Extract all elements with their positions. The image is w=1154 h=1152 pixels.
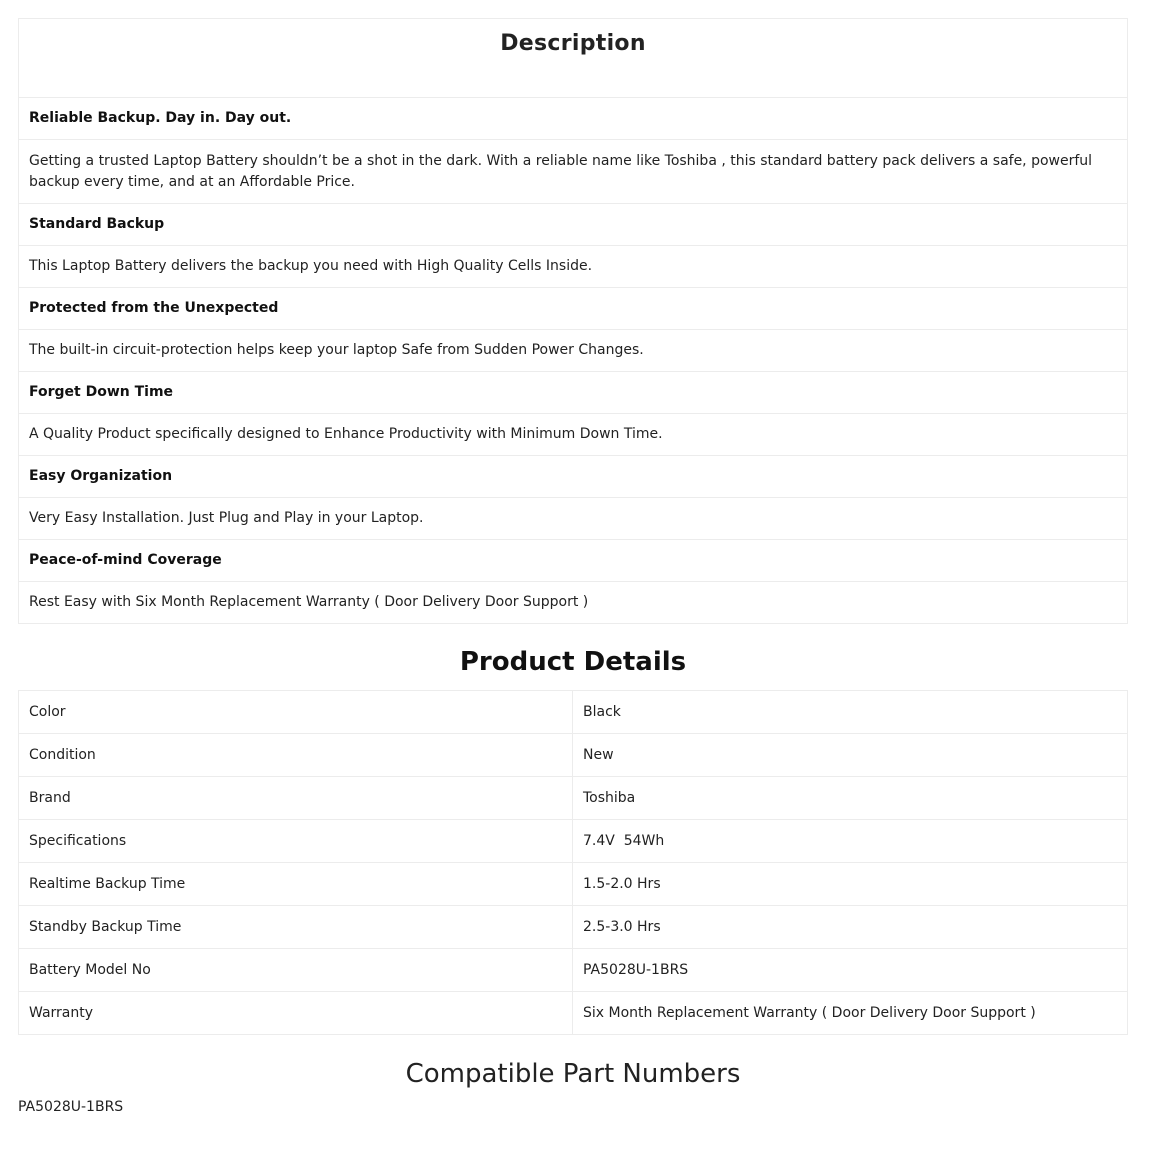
description-row xyxy=(19,582,1128,624)
feature-text: Rest Easy with Six Month Replacement Warranty ( Door Delivery Door Support ) xyxy=(19,582,1128,624)
spec-row xyxy=(19,734,1128,777)
spec-value: 1.5-2.0 Hrs xyxy=(573,863,1128,906)
description-row xyxy=(19,372,1128,414)
description-row xyxy=(19,288,1128,330)
product-details-title: Product Details xyxy=(459,647,687,677)
spec-label: Specifications xyxy=(19,820,573,863)
compatible-part-numbers-title: Compatible Part Numbers xyxy=(405,1059,741,1089)
description-row xyxy=(19,414,1128,456)
description-row xyxy=(19,456,1128,498)
spec-value: Toshiba xyxy=(573,777,1128,820)
feature-text: Getting a trusted Laptop Battery shouldn’t be a shot in the dark. With a reliable name like Toshiba , this standard battery pack delivers a safe, powerful backup every time, and at an Affordable Price. xyxy=(19,140,1128,204)
product-details-table xyxy=(18,690,1128,1035)
feature-heading: Peace-of-mind Coverage xyxy=(19,540,1128,582)
spec-row xyxy=(19,691,1128,734)
spec-value: 7.4V 54Wh xyxy=(573,820,1128,863)
compatible-part-number: PA5028U-1BRS xyxy=(18,1099,124,1115)
feature-text: The built-in circuit-protection helps keep your laptop Safe from Sudden Power Changes. xyxy=(19,330,1128,372)
spec-label: Color xyxy=(19,691,573,734)
spec-label: Battery Model No xyxy=(19,949,573,992)
description-header-row xyxy=(19,19,1128,98)
spec-value: Six Month Replacement Warranty ( Door Delivery Door Support ) xyxy=(573,992,1128,1035)
description-row xyxy=(19,204,1128,246)
spec-row xyxy=(19,820,1128,863)
feature-heading: Standard Backup xyxy=(19,204,1128,246)
description-title: Description xyxy=(500,31,646,56)
spec-label: Realtime Backup Time xyxy=(19,863,573,906)
feature-heading: Forget Down Time xyxy=(19,372,1128,414)
description-row xyxy=(19,98,1128,140)
feature-heading: Reliable Backup. Day in. Day out. xyxy=(19,98,1128,140)
spec-row xyxy=(19,949,1128,992)
spec-row xyxy=(19,863,1128,906)
spec-label: Brand xyxy=(19,777,573,820)
spec-value: PA5028U-1BRS xyxy=(573,949,1128,992)
spec-label: Warranty xyxy=(19,992,573,1035)
spec-value: 2.5-3.0 Hrs xyxy=(573,906,1128,949)
description-table xyxy=(18,18,1128,624)
spec-value: New xyxy=(573,734,1128,777)
feature-heading: Easy Organization xyxy=(19,456,1128,498)
description-header-cell xyxy=(19,19,1128,98)
spec-label: Standby Backup Time xyxy=(19,906,573,949)
spec-value: Black xyxy=(573,691,1128,734)
feature-text: This Laptop Battery delivers the backup you need with High Quality Cells Inside. xyxy=(19,246,1128,288)
product-content xyxy=(18,18,1128,1118)
description-row xyxy=(19,246,1128,288)
feature-heading: Protected from the Unexpected xyxy=(19,288,1128,330)
feature-text: Very Easy Installation. Just Plug and Play in your Laptop. xyxy=(19,498,1128,540)
description-row xyxy=(19,330,1128,372)
spec-row xyxy=(19,906,1128,949)
description-row xyxy=(19,498,1128,540)
spec-label: Condition xyxy=(19,734,573,777)
spec-row xyxy=(19,992,1128,1035)
spec-row xyxy=(19,777,1128,820)
description-row xyxy=(19,540,1128,582)
description-row xyxy=(19,140,1128,204)
feature-text: A Quality Product specifically designed to Enhance Productivity with Minimum Down Time. xyxy=(19,414,1128,456)
